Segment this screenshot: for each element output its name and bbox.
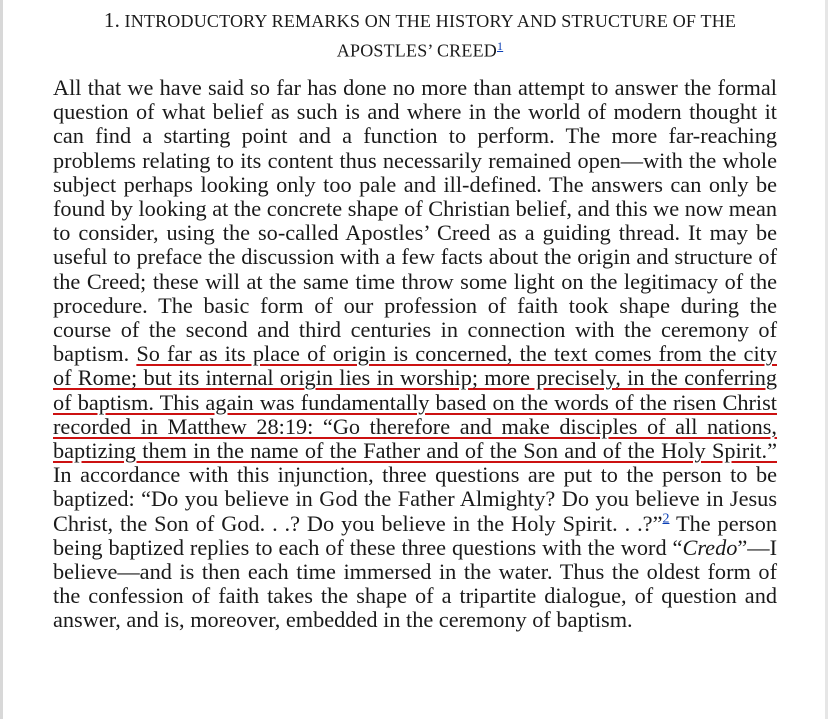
paragraph-text-reply: The person being baptized replies to each of these three questions with the word “ — [53, 510, 777, 560]
credo-term: Credo — [682, 534, 738, 560]
page-left-edge — [0, 0, 3, 719]
footnote-link-2[interactable]: 2 — [662, 511, 670, 527]
section-number: 1. — [103, 8, 121, 32]
paragraph-text-intro: All that we have said so far has done no more than attempt to answer the formal question of what belief as such is and where in the world of modern thought it can find a starting point and a function to perform. The more far-reaching problems relating to its content thus necessarily remained open—with the whole subject perhaps looking only too pale and ill-defined. The answers can only be found by looking at the concrete shape of Christian belief, and this we now mean to consider, using the so-called Apostles’ Creed as a guiding thread. It may be useful to preface the discussion with a few facts about the origin and structure of the Creed; these will at the same time throw some light on the legitimacy of the procedure. The basic form of our profession of faith took shape during the course of the second and third centuries in connection with the ceremony of baptism. — [53, 75, 777, 367]
paragraph-text-questions: In accordance with this injunction, three questions are put to the person to be baptized: “Do you believe in God the Father Almighty? Do you believe in Jesus Christ, the Son of God. . .? Do you believe in the Holy Spirit. . .?” — [53, 462, 777, 536]
paragraph-text-conclusion: ”—I believe—and is then each time immersed in the water. Thus the oldest form of the confession of faith takes the shape of a tripartite dialogue, of question and answer, and is, moreover, embedded in the ceremony of baptism. — [53, 534, 777, 633]
underlined-passage: So far as its place of origin is concerned, the text comes from the city of Rome; but its internal origin lies in worship; more precisely, in the conferring of baptism. This again was fundamentally based on the words of the risen Christ recorded in Matthew 28:19: “Go therefore and make disciples of all nations, baptizing them in the name of the Father and of the Son and of the Holy Spirit.” — [53, 341, 777, 464]
section-heading — [60, 8, 780, 64]
section-title-line1: INTRODUCTORY REMARKS ON THE HISTORY AND STRUCTURE OF THE — [124, 11, 737, 31]
footnote-link-1[interactable]: 1 — [496, 39, 504, 53]
section-title-line2: APOSTLES’ CREED — [336, 40, 497, 61]
body-paragraph — [53, 76, 777, 633]
